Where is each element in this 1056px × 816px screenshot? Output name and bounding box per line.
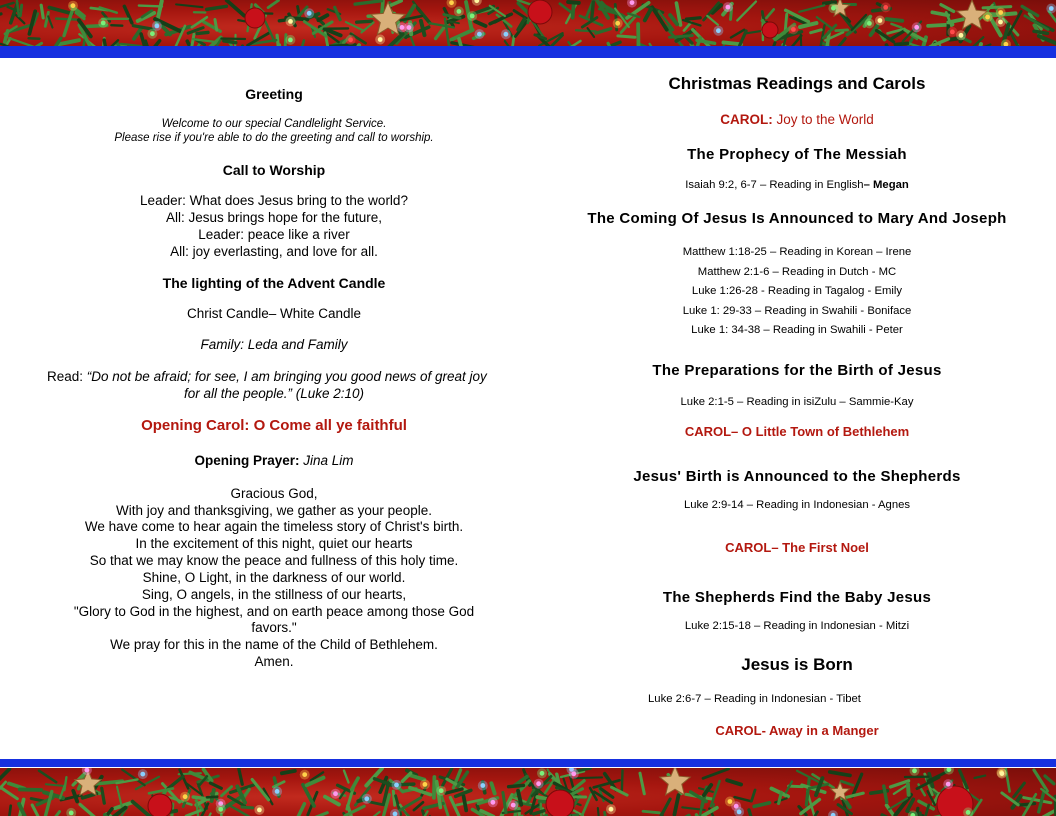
prophecy-title: The Prophecy of The Messiah <box>687 146 907 163</box>
pine-needle <box>605 812 608 816</box>
prayer-line: Sing, O angels, in the stillness of our hearts, <box>141 587 407 602</box>
string-light <box>998 10 1003 15</box>
string-light <box>140 772 145 777</box>
read-quote-1: “Do not be afraid; for see, I am bringing you good news of great joy <box>86 369 487 384</box>
string-light <box>1049 6 1054 11</box>
pine-needle <box>592 2 594 19</box>
carol-name: Joy to the World <box>776 112 874 127</box>
pine-needle <box>239 769 242 784</box>
pine-needle <box>575 777 602 778</box>
string-light <box>378 37 383 42</box>
prayer-line: We pray for this in the name of the Child of Bethlehem. <box>110 637 438 652</box>
pine-needle <box>282 771 295 773</box>
string-light <box>457 9 462 14</box>
string-light <box>791 27 796 32</box>
pine-needle <box>587 28 594 37</box>
string-light <box>867 21 872 26</box>
ornament-ball <box>762 22 778 38</box>
pine-needle <box>50 812 59 816</box>
pine-needle <box>32 805 42 816</box>
pine-needle <box>344 771 349 783</box>
pine-needle <box>766 9 773 18</box>
pine-needle <box>224 41 236 43</box>
ornament-ball <box>528 0 552 24</box>
pine-needle <box>295 804 304 816</box>
string-light <box>883 5 888 10</box>
pine-needle <box>80 805 101 816</box>
bottom-holiday-banner <box>0 768 1056 816</box>
pine-needle <box>596 29 611 33</box>
string-light <box>959 33 964 38</box>
string-light <box>69 811 74 816</box>
pine-needle <box>20 789 41 790</box>
pine-needle <box>45 12 48 26</box>
pine-needle <box>0 787 17 798</box>
pine-needle <box>509 785 524 786</box>
string-light <box>726 5 731 10</box>
pine-needle <box>215 20 217 31</box>
prayer-line: "Glory to God in the highest, and on earth peace among those God <box>73 604 475 619</box>
string-light <box>914 25 919 30</box>
read-line-1 <box>47 369 487 384</box>
carol-label: CAROL: <box>720 112 773 127</box>
pine-needle <box>568 2 579 3</box>
pine-needle <box>703 769 728 778</box>
isaiah-reading-line <box>685 179 909 191</box>
string-light <box>511 803 516 808</box>
string-light <box>348 37 353 42</box>
pine-needle <box>210 783 221 788</box>
pine-needle <box>41 5 43 18</box>
string-light <box>1000 771 1005 776</box>
pine-needle <box>683 20 700 25</box>
pine-needle <box>894 786 907 794</box>
pine-needle <box>1020 804 1035 805</box>
pine-needle <box>670 15 677 24</box>
pine-needle <box>707 16 718 25</box>
greeting-title: Greeting <box>245 86 303 102</box>
string-light <box>71 3 76 8</box>
pine-needle <box>700 800 703 816</box>
pine-needle <box>265 21 274 41</box>
opening-carol: Opening Carol: O Come all ye faithful <box>141 417 407 434</box>
carol-joy-to-the-world <box>720 112 874 127</box>
pine-needle <box>207 797 217 798</box>
pine-needle <box>749 810 755 816</box>
string-light <box>716 28 721 33</box>
reading-line: Luke 1: 29-33 – Reading in Swahili - Boniface <box>682 305 912 317</box>
prayer-label: Opening Prayer: <box>194 453 300 468</box>
pine-needle <box>452 30 473 40</box>
pine-needle <box>811 30 821 33</box>
preparations-title: The Preparations for the Birth of Jesus <box>652 362 942 379</box>
pine-needle <box>242 807 253 808</box>
string-light <box>423 782 428 787</box>
opening-prayer-heading <box>194 453 353 468</box>
string-light <box>218 807 223 812</box>
pine-needle <box>207 6 227 9</box>
pine-needle <box>674 795 678 814</box>
bottom-blue-bar <box>0 759 1056 767</box>
pine-needle <box>640 773 644 794</box>
pine-needle <box>11 3 18 22</box>
pine-needle <box>727 780 741 784</box>
pine-needle <box>1024 798 1051 803</box>
string-light <box>407 25 412 30</box>
pine-needle <box>512 37 514 46</box>
pine-needle <box>1039 36 1056 46</box>
pine-needle <box>366 812 380 816</box>
pine-needle <box>975 776 986 778</box>
call-to-worship-title: Call to Worship <box>222 162 326 178</box>
pine-needle <box>124 6 132 23</box>
pine-needle <box>414 802 423 810</box>
pine-needle <box>252 780 268 800</box>
pine-needle <box>442 796 449 816</box>
pine-needle <box>357 21 372 22</box>
pine-needle <box>176 4 202 7</box>
isaiah-reader: – Megan <box>863 179 909 191</box>
pine-needle <box>421 21 425 35</box>
shepherds-reading: Luke 2:15-18 – Reading in Indonesian - Mitzi <box>684 620 910 632</box>
ornament-ball <box>546 790 574 816</box>
pine-garland-decoration <box>0 768 1056 816</box>
pine-needle <box>366 768 382 785</box>
pine-needle <box>618 36 635 37</box>
carol-first-noel: CAROL– The First Noel <box>725 540 869 555</box>
birth-announced-title: Jesus' Birth is Announced to the Shepherds <box>633 468 961 485</box>
string-light <box>400 25 405 30</box>
born-reading: Luke 2:6-7 – Reading in Indonesian - Tibet <box>648 693 861 705</box>
pine-needle <box>887 19 903 21</box>
string-light <box>950 30 955 35</box>
string-light <box>536 781 541 786</box>
welcome-line-1: Welcome to our special Candlelight Service. <box>161 118 387 130</box>
string-light <box>491 800 496 805</box>
pine-needle <box>645 9 651 20</box>
advent-candle-title: The lighting of the Advent Candle <box>162 275 386 291</box>
prayer-line: So that we may know the peace and fullness of this holy time. <box>89 553 459 568</box>
pine-needle <box>450 797 459 816</box>
pine-needle <box>0 14 1 18</box>
isaiah-reading: Isaiah 9:2, 6-7 – Reading in English <box>685 179 864 191</box>
pine-needle <box>402 773 410 781</box>
reading-line: Matthew 1:18-25 – Reading in Korean – Irene <box>682 246 912 258</box>
string-light <box>571 771 576 776</box>
string-light <box>737 810 742 815</box>
carol-little-town: CAROL– O Little Town of Bethlehem <box>684 424 910 439</box>
pine-needle <box>46 784 65 786</box>
read-label: Read: <box>47 369 87 384</box>
pine-garland-decoration <box>0 0 1056 46</box>
string-light <box>912 768 917 773</box>
pine-needle <box>393 791 394 805</box>
ornament-ball <box>148 794 172 816</box>
string-light <box>728 799 733 804</box>
announced-reading: Luke 2:9-14 – Reading in Indonesian - Agnes <box>683 499 911 511</box>
read-quote-2: for all the people.” (Luke 2:10) <box>183 386 365 401</box>
pine-needle <box>102 788 105 803</box>
prayer-line: Gracious God, <box>230 486 318 501</box>
pine-needle <box>475 21 486 26</box>
string-light <box>985 15 990 20</box>
string-light <box>150 31 155 36</box>
pine-needle <box>391 1 401 5</box>
prayer-line: In the excitement of this night, quiet our hearts <box>135 536 413 551</box>
string-light <box>288 38 293 43</box>
pine-needle <box>884 786 887 802</box>
pine-needle <box>735 797 752 801</box>
pine-needle <box>49 7 72 13</box>
string-light <box>470 14 475 19</box>
pine-needle <box>752 790 756 801</box>
pine-needle <box>573 4 574 18</box>
pine-needle <box>139 6 162 7</box>
pine-needle <box>896 43 908 44</box>
pine-needle <box>806 779 809 805</box>
pine-needle <box>1034 31 1047 33</box>
pine-needle <box>754 803 769 807</box>
prayer-leader-name: Jina Lim <box>303 453 354 468</box>
string-light <box>878 18 883 23</box>
string-light <box>183 794 188 799</box>
star-ornament <box>957 0 987 29</box>
readings-title: Christmas Readings and Carols <box>668 74 926 93</box>
reading-line: Matthew 2:1-6 – Reading in Dutch - MC <box>697 266 897 278</box>
pine-needle <box>622 770 623 792</box>
string-light <box>439 788 444 793</box>
string-light <box>364 796 369 801</box>
pine-needle <box>39 771 56 783</box>
pine-needle <box>491 783 494 793</box>
candle-line: Christ Candle– White Candle <box>186 306 362 321</box>
pine-needle <box>560 4 573 14</box>
string-light <box>630 0 635 5</box>
call-line: All: Jesus brings hope for the future, <box>165 210 383 225</box>
ornament-ball <box>245 8 265 28</box>
call-line: Leader: peace like a river <box>198 227 350 242</box>
prayer-line: Amen. <box>254 654 294 669</box>
pine-needle <box>319 15 328 20</box>
pine-needle <box>799 5 824 11</box>
pine-needle <box>836 30 848 31</box>
pine-needle <box>891 24 901 28</box>
top-holiday-banner <box>0 0 1056 46</box>
prayer-line: favors." <box>251 620 297 635</box>
pine-needle <box>684 22 691 30</box>
pine-needle <box>983 7 1011 8</box>
string-light <box>480 783 485 788</box>
pine-needle <box>268 0 278 7</box>
pine-needle <box>576 30 596 31</box>
pine-needle <box>830 39 845 46</box>
welcome-line-2: Please rise if you're able to do the greeting and call to worship. <box>114 132 434 144</box>
pine-needle <box>670 36 693 38</box>
coming-of-jesus-title: The Coming Of Jesus Is Announced to Mary And Joseph <box>587 210 1007 227</box>
pine-needle <box>519 809 520 816</box>
pine-needle <box>212 790 214 801</box>
string-light <box>302 772 307 777</box>
pine-needle <box>352 778 358 790</box>
jesus-is-born-title: Jesus is Born <box>741 655 853 674</box>
string-light <box>449 0 454 5</box>
pine-needle <box>369 802 384 805</box>
pine-needle <box>598 808 600 816</box>
prayer-line: With joy and thanksgiving, we gather as your people. <box>116 503 432 518</box>
string-light <box>609 807 614 812</box>
pine-needle <box>746 31 760 33</box>
pine-needle <box>723 42 741 44</box>
reading-line: Luke 1:26-28 - Reading in Tagalog - Emily <box>691 285 903 297</box>
string-light <box>966 810 971 815</box>
call-line: All: joy everlasting, and love for all. <box>170 244 378 259</box>
string-light <box>275 789 280 794</box>
pine-needle <box>20 5 21 16</box>
pine-needle <box>133 26 153 30</box>
string-light <box>394 783 399 788</box>
carol-away-in-a-manger: CAROL- Away in a Manger <box>715 723 879 738</box>
pine-needle <box>841 781 853 785</box>
pine-needle <box>643 811 659 813</box>
prayer-line: We have come to hear again the timeless story of Christ's birth. <box>84 519 464 534</box>
pine-needle <box>535 35 546 39</box>
string-light <box>257 808 262 813</box>
top-blue-bar <box>0 46 1056 58</box>
string-light <box>155 24 160 29</box>
pine-needle <box>789 786 803 787</box>
shepherds-find-title: The Shepherds Find the Baby Jesus <box>662 589 932 606</box>
pine-needle <box>73 791 77 802</box>
string-light <box>477 32 482 37</box>
string-light <box>101 21 106 26</box>
pine-needle <box>48 16 52 27</box>
pine-needle <box>277 35 279 46</box>
star-ornament <box>660 768 690 795</box>
pine-needle <box>8 806 10 816</box>
string-light <box>333 791 338 796</box>
pine-needle <box>446 789 462 793</box>
string-light <box>307 11 312 16</box>
pine-needle <box>737 2 756 21</box>
string-light <box>288 19 293 24</box>
pine-needle <box>1045 776 1054 784</box>
pine-needle <box>960 770 968 788</box>
pine-needle <box>355 1 382 4</box>
pine-needle <box>29 38 40 39</box>
pine-needle <box>919 801 933 809</box>
string-light <box>946 782 951 787</box>
pine-needle <box>235 35 236 46</box>
prayer-line: Shine, O Light, in the darkness of our world. <box>142 570 406 585</box>
pine-needle <box>612 787 628 795</box>
reading-line: Luke 1: 34-38 – Reading in Swahili - Peter <box>691 324 903 336</box>
pine-needle <box>830 772 850 775</box>
string-light <box>504 32 509 37</box>
pine-needle <box>411 36 417 46</box>
pine-needle <box>168 777 183 789</box>
pine-needle <box>908 784 909 795</box>
pine-needle <box>227 0 244 15</box>
family-line: Family: Leda and Family <box>200 337 348 352</box>
pine-needle <box>941 5 954 12</box>
pine-needle <box>806 812 817 816</box>
pine-needle <box>1014 783 1025 797</box>
string-light <box>540 771 545 776</box>
string-light <box>615 21 620 26</box>
string-light <box>831 6 836 11</box>
pine-needle <box>686 18 700 19</box>
pine-needle <box>409 775 424 780</box>
preparations-reading: Luke 2:1-5 – Reading in isiZulu – Sammie-Kay <box>680 396 914 408</box>
pine-needle <box>464 796 467 810</box>
call-line: Leader: What does Jesus bring to the world? <box>140 193 408 208</box>
pine-needle <box>197 32 208 33</box>
string-light <box>998 20 1003 25</box>
pine-needle <box>490 14 511 24</box>
